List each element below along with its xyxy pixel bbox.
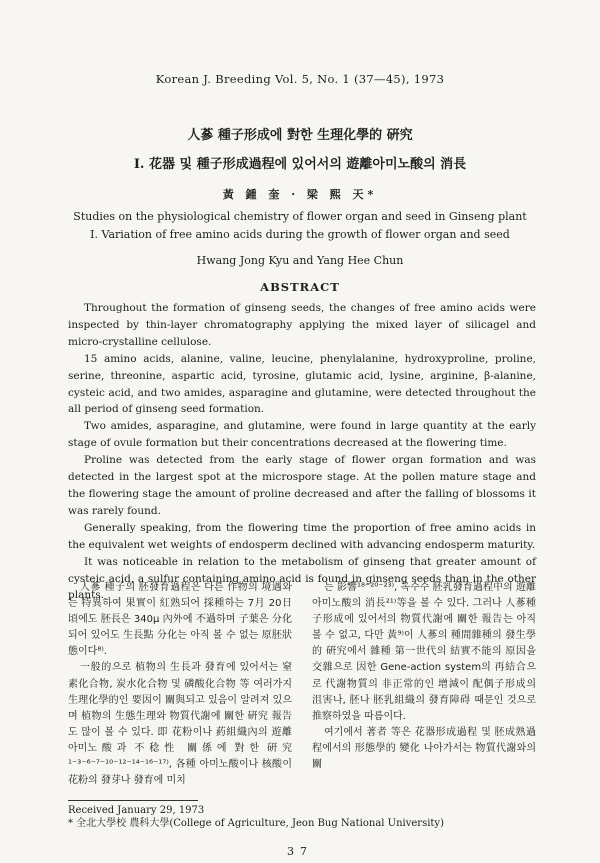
english-title-line-2: I. Variation of free amino acids during the growth of flower organ and seed: [90, 228, 510, 241]
footnote-divider: [68, 800, 198, 801]
korean-authors: 黃 鍾 奎 · 梁 熙 天*: [222, 188, 378, 201]
english-title: [0, 208, 600, 244]
korean-title: 人蔘 種子形成에 對한 生理化學的 硏究: [187, 128, 413, 143]
body-paragraph: 는 影響¹⁸⁻²⁰⁻²³⁾, 옥수수 胚乳發育過程中의 遊離아미노酸의 消長²¹⁾等을 볼 수 있다. 그러나 人蔘種子形成에 있어서의 物質代謝에 關한 報告는 아직 볼 수 없고, 다만 黃⁹⁾이 人蔘의 種間雜種의 發生學的 硏究에서 雜種 第一世代의 結實不能의 原因을 交雜으로 因한 Gene-action system의 再結合으로 代謝物質의 非正常的인 增減이 配偶子形成의 沮害나, 胚나 胚乳組織의 發育障碍 때문인 것으로 推察하였을 따름이다.: [312, 582, 536, 722]
body-paragraph: 人蔘 種子의 胚發育過程은 다른 作物의 境遇와는 特異하여 果實이 紅熟되어 採種하는 7月 20日頃에도 胚長은 340μ 內外에 不過하며 子葉은 分化되어 있어도 生長點 分化는 아직 볼 수 없는 原胚狀態이다⁸⁾.: [68, 582, 292, 658]
received-date: Received January 29, 1973: [68, 805, 205, 816]
abstract-paragraph: It was noticeable in relation to the metabolism of ginseng that greater amount of cysteic acid, a sulfur containing amino acid is found in ginseng seeds than in the other plants.: [68, 555, 536, 602]
right-column: [312, 580, 536, 773]
author-affiliation: * 全北大學校 農科大學(College of Agriculture, Jeon Bug National University): [68, 818, 444, 829]
english-authors: Hwang Jong Kyu and Yang Hee Chun: [196, 254, 404, 267]
journal-citation: Korean J. Breeding Vol. 5, No. 1 (37—45), 1973: [155, 72, 445, 86]
abstract-paragraph: Throughout the formation of ginseng seeds, the changes of free amino acids were inspected by thin-layer chromatography applying the mixed layer of silicagel and micro-crystalline cellulose.: [68, 302, 536, 348]
abstract-paragraph: 15 amino acids, alanine, valine, leucine, phenylalanine, hydroxyproline, proline, serine, threonine, aspartic acid, tyrosine, glutamic acid, lysine, arginine, β-alanine, cysteic acid, and two amides, asparagine and glutamine, were detected throughout the all period of ginseng seed formation.: [68, 352, 536, 416]
body-paragraph: 여기에서 著者 等은 花器形成過程 및 胚成熟過程에서의 形態學的 變化 나아가서는 物質代謝와의 關: [312, 726, 536, 771]
english-title-line-1: Studies on the physiological chemistry of flower organ and seed in Ginseng plant: [73, 210, 527, 223]
left-column: [68, 580, 292, 789]
abstract-paragraph: Generally speaking, from the flowering time the proportion of free amino acids in the equivalent wet weights of endosperm declined with advancing endosperm maturity.: [68, 521, 536, 551]
abstract-body: [68, 300, 536, 604]
body-text: [68, 580, 536, 800]
abstract-heading: ABSTRACT: [260, 280, 340, 294]
abstract-paragraph: Proline was detected from the early stage of flower organ formation and was detected in the largest spot at the microspore stage. At the pollen mature stage and the flowering stage the amount of proline decreased and after the falling of blossoms it was rarely found.: [68, 454, 536, 517]
body-paragraph: 一般的으로 植物의 生長과 發育에 있어서는 窒素化合物, 炭水化合物 및 磷酸化合物 等 여러가지 生理化學的인 要因이 關與되고 있음이 알려져 있으며 植物의 生態生理와 物質代謝에 關한 硏究 報告도 많이 볼 수 있다. 即 花粉이나 葯組織內의 遊離아미노酸과 不稔性 關係에 對한 硏究¹⁻³⁻⁶⁻⁷⁻¹⁰⁻¹²⁻¹⁴⁻¹⁶⁻¹⁷⁾, 各種 아미노酸이나 核酸이 花粉의 發芽나 發育에 미치: [68, 662, 292, 787]
abstract-paragraph: Two amides, asparagine, and glutamine, were found in large quantity at the early stage of ovule formation but their concentrations decreased at the flowering time.: [68, 420, 536, 450]
korean-subtitle: I. 花器 및 種子形成過程에 있어서의 遊離아미노酸의 消長: [133, 157, 467, 172]
page-number: 37: [287, 845, 313, 858]
footnotes: [68, 804, 536, 830]
